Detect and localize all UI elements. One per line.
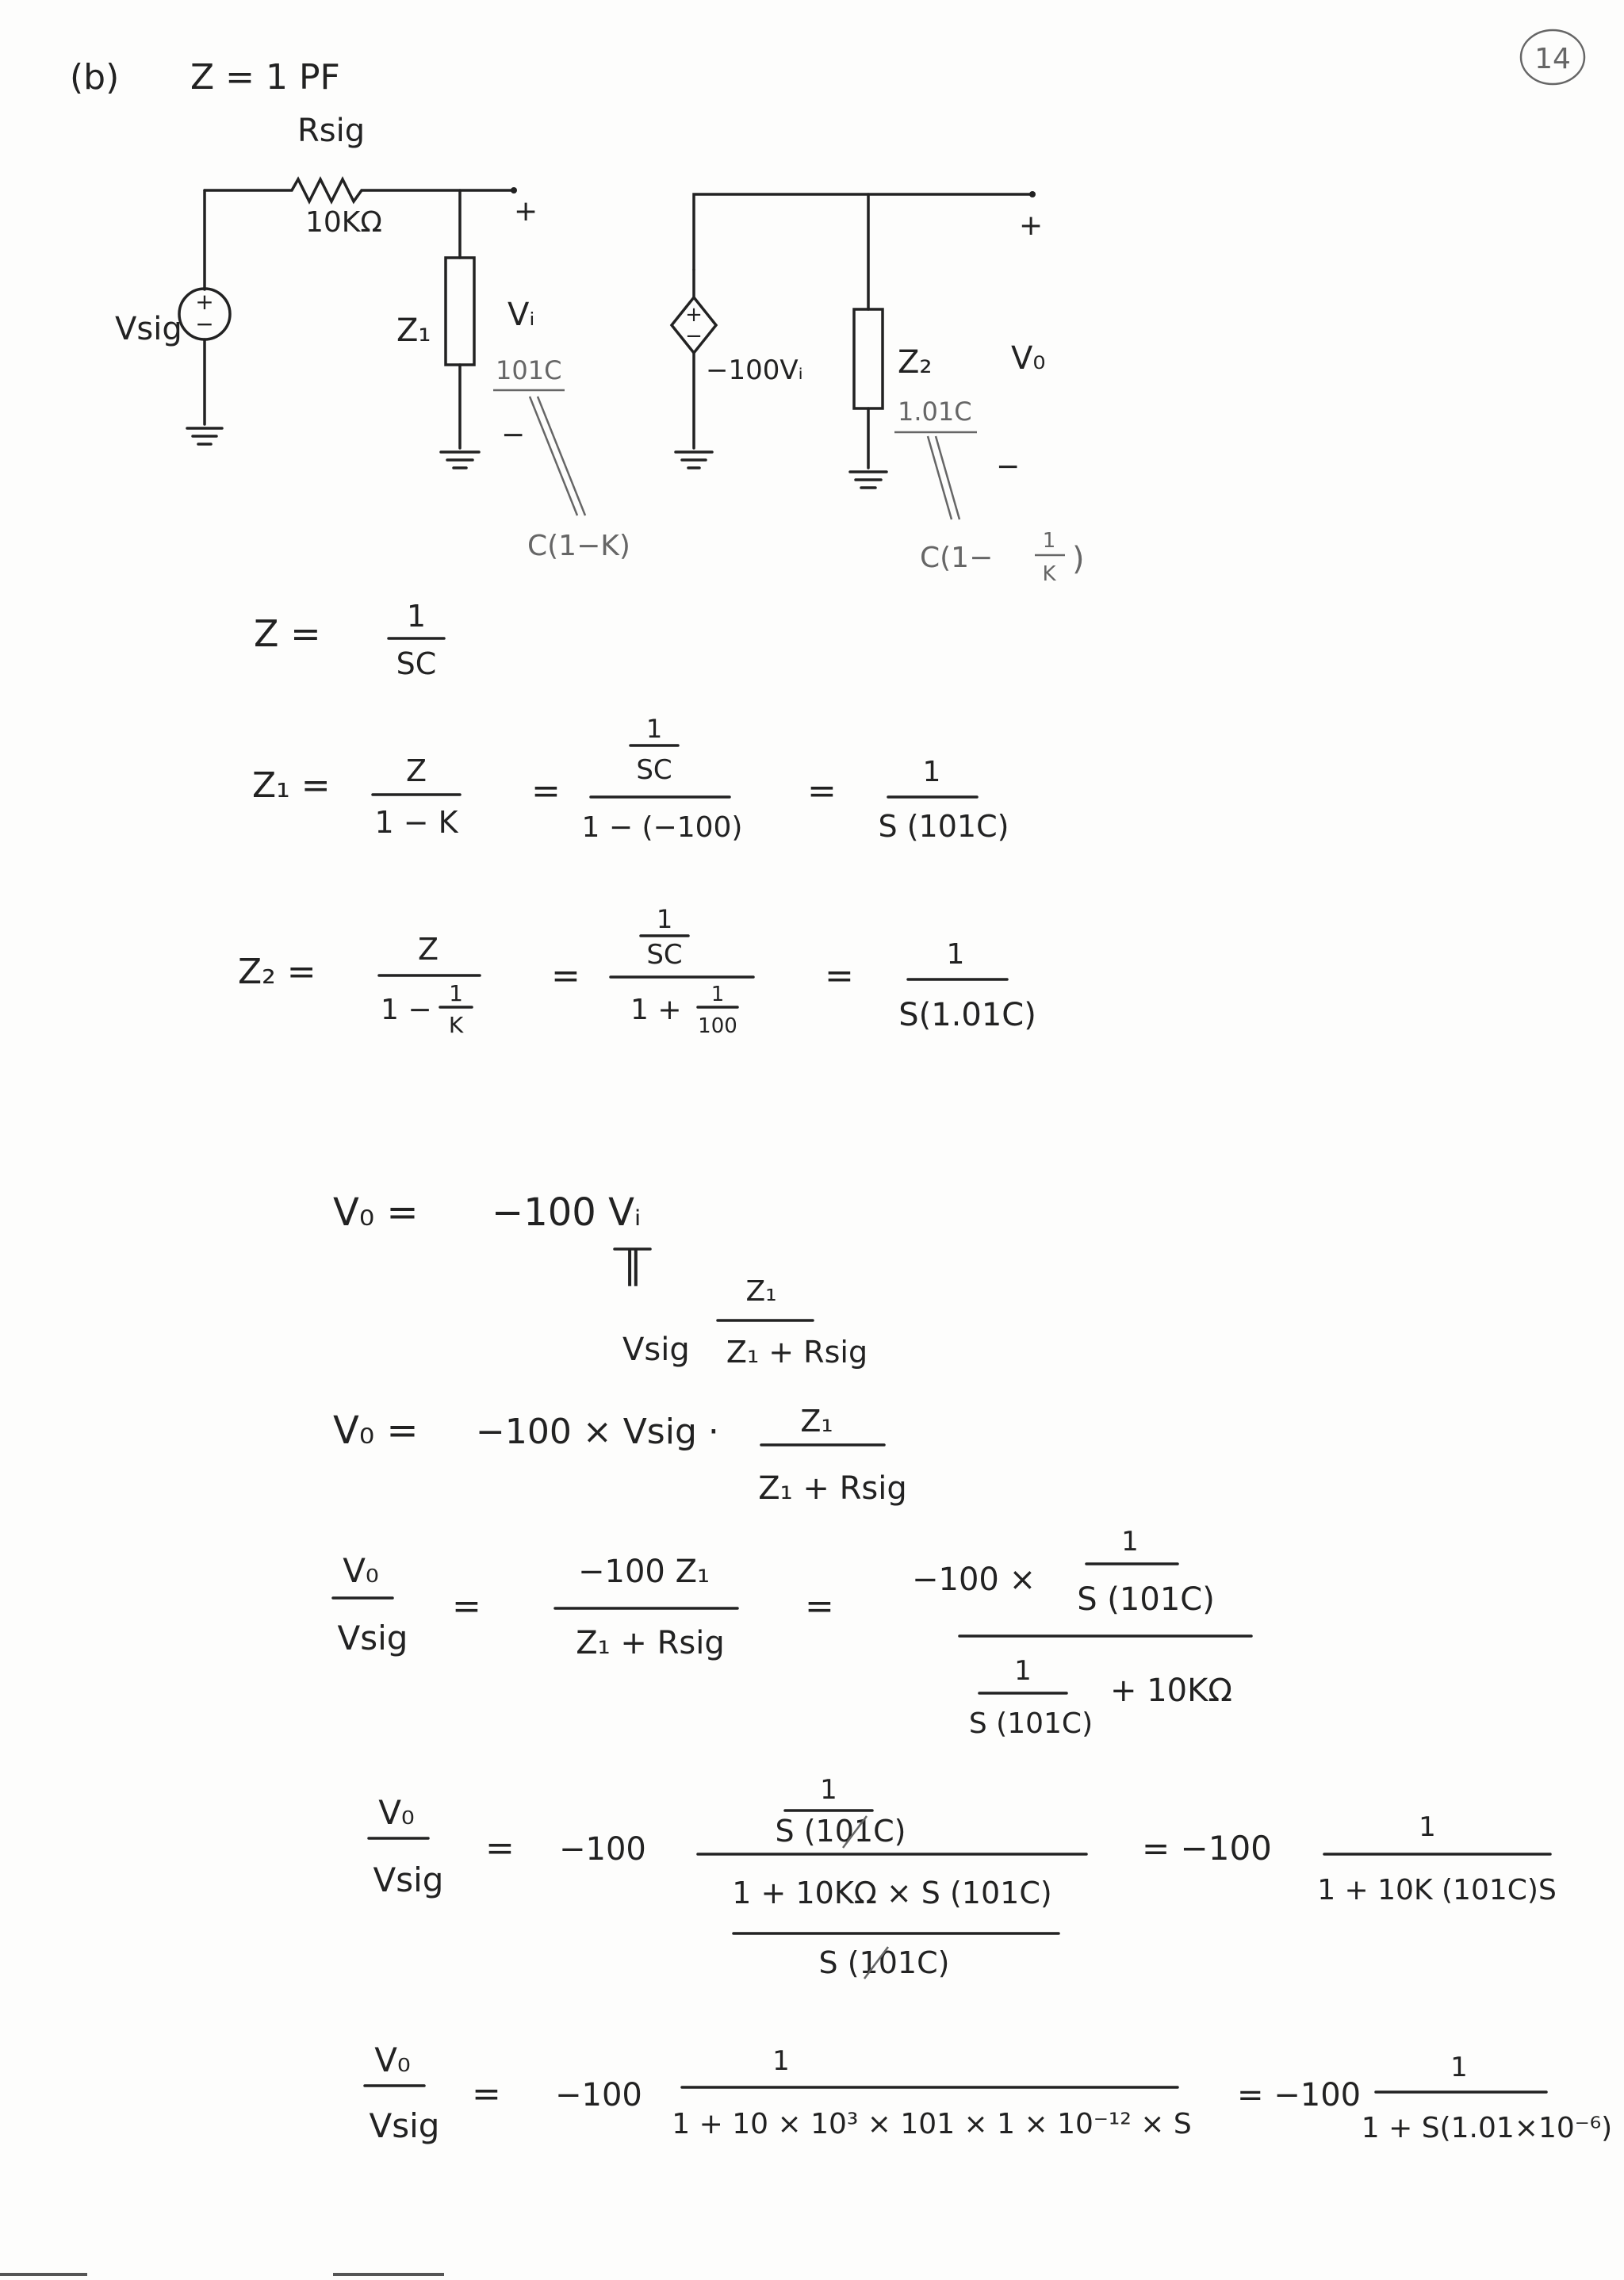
eq-z1-lhs: Z₁ = xyxy=(252,765,331,806)
eq-r3-eq2: = −100 xyxy=(1237,2077,1362,2113)
eq-r1-f2-num-a: −100 × xyxy=(912,1562,1036,1598)
eq-vo2-rhs: −100 × Vsig · xyxy=(476,1412,719,1452)
z2-ground-icon xyxy=(850,472,887,488)
eq-r2-den-top: 1 + 10KΩ × S (101C) xyxy=(732,1876,1052,1910)
eq-vo1-lhs: V₀ = xyxy=(333,1190,419,1235)
eq-z2-f2-numnum: 1 xyxy=(656,904,673,934)
dep-ground-icon xyxy=(676,452,712,468)
vi-label: Vᵢ xyxy=(508,297,535,333)
equation-ratio3 xyxy=(365,2041,1612,2145)
eq-z2-f3-den: S(1.01C) xyxy=(898,997,1036,1033)
eq-z1-eq3: = xyxy=(807,771,837,811)
eq-r1-f1-den: Z₁ + Rsig xyxy=(576,1625,725,1661)
eq-r1-f2-den-den: S (101C) xyxy=(968,1707,1094,1740)
z1-impedance xyxy=(446,258,474,365)
equation-vo1 xyxy=(333,1190,868,1370)
eq-r3-eq1: = xyxy=(472,2074,501,2114)
equation-z1 xyxy=(252,714,1009,844)
eq-r2-r-den: 1 + 10K (101C)S xyxy=(1317,1874,1557,1906)
eq-vo1-equiv: ‖ xyxy=(623,1242,642,1286)
eq-z2-f2-numden: SC xyxy=(646,939,683,971)
eq-r3-r-den: 1 + S(1.01×10⁻⁶) xyxy=(1361,2112,1613,2144)
eq-z2-lhs: Z₂ = xyxy=(238,952,316,992)
z2-equiv-lines xyxy=(928,436,959,519)
z2-impedance xyxy=(854,309,883,408)
eq-z2-f2-den-den: 100 xyxy=(698,1014,737,1038)
eq-z1-f3-num: 1 xyxy=(922,756,941,788)
eq-z2-f1-den-den: K xyxy=(448,1012,464,1038)
eq-z2-f3-num: 1 xyxy=(946,938,965,971)
eq-r1-eq2: = xyxy=(805,1586,834,1627)
eq-r1-lhs-num: V₀ xyxy=(343,1551,379,1590)
equation-vo2 xyxy=(333,1404,907,1507)
vo-minus: − xyxy=(996,450,1021,483)
eq-r3-lhs-den: Vsig xyxy=(369,2106,440,2145)
eq-vo1-sub-prefix: Vsig xyxy=(622,1332,690,1368)
z1-note: C(1−K) xyxy=(527,530,630,562)
eq-vo2-lhs: V₀ = xyxy=(333,1408,419,1453)
eq-r3-r-num: 1 xyxy=(1450,2052,1468,2083)
page-number: 14 xyxy=(1534,43,1571,75)
eq-r3-coef: −100 xyxy=(555,2077,642,2113)
eq-r3-num: 1 xyxy=(772,2045,790,2077)
vi-minus: − xyxy=(501,419,526,451)
equation-ratio2 xyxy=(369,1774,1557,1980)
eq-z1-f2-numden: SC xyxy=(636,754,672,786)
eq-z1-f2-den: 1 − (−100) xyxy=(581,811,743,844)
eq-r1-f2-num-num: 1 xyxy=(1121,1526,1139,1558)
eq-z-num: 1 xyxy=(406,599,427,634)
eq-z2-f1-den-num: 1 xyxy=(449,980,463,1006)
z2-note-suffix: ) xyxy=(1072,541,1085,577)
eq-z-lhs: Z = xyxy=(254,612,321,655)
eq-r1-f1-num: −100 Z₁ xyxy=(577,1554,710,1590)
eq-z2-eq2: = xyxy=(551,956,580,996)
eq-r2-eq1: = xyxy=(485,1828,515,1868)
eq-z2-f1-den-a: 1 − xyxy=(381,994,432,1026)
vsig-label: Vsig xyxy=(115,311,182,347)
z2-label: Z₂ xyxy=(898,344,933,381)
eq-r1-eq1: = xyxy=(452,1586,481,1627)
vo-label: V₀ xyxy=(1011,340,1046,377)
eq-z1-f3-den: S (101C) xyxy=(878,809,1009,844)
vsig-ground-icon xyxy=(187,428,222,444)
z1-equiv-lines xyxy=(530,397,585,515)
eq-r2-eq2: = −100 xyxy=(1142,1829,1272,1868)
z1-value: 101C xyxy=(496,355,562,385)
equation-ratio1 xyxy=(333,1526,1251,1740)
z2-note-num: 1 xyxy=(1042,529,1056,553)
eq-r2-num-den: S (101C) xyxy=(775,1814,906,1849)
vsig-minus: − xyxy=(195,311,214,337)
eq-vo1-sub-den: Z₁ + Rsig xyxy=(726,1335,868,1370)
vi-terminal-dot xyxy=(511,187,517,194)
eq-r2-num-num: 1 xyxy=(820,1774,837,1806)
vsig-plus: + xyxy=(195,289,214,315)
eq-r2-coef: −100 xyxy=(559,1831,646,1868)
eq-vo2-num: Z₁ xyxy=(800,1404,833,1439)
z1-ground-icon xyxy=(441,452,479,468)
eq-z-den: SC xyxy=(396,646,437,681)
output-top-wire xyxy=(694,194,1031,270)
part-label: (b) xyxy=(70,57,120,98)
eq-z2-eq3: = xyxy=(825,956,854,996)
dep-plus: + xyxy=(685,303,703,327)
eq-r1-f2-den-tail: + 10KΩ xyxy=(1110,1673,1232,1709)
equation-z xyxy=(254,599,444,681)
eq-z1-f1-num: Z xyxy=(405,753,427,788)
z1-label: Z₁ xyxy=(396,312,431,349)
vo-plus: + xyxy=(1019,209,1044,242)
z2-value: 1.01C xyxy=(898,397,972,427)
equation-z2 xyxy=(238,904,1036,1038)
eq-z2-f2-den-a: 1 + xyxy=(630,994,682,1026)
eq-r1-f2-num-den: S (101C) xyxy=(1077,1581,1215,1618)
vo-terminal-dot xyxy=(1029,191,1036,197)
rsig-value: 10KΩ xyxy=(305,206,382,239)
vi-plus: + xyxy=(514,195,538,228)
dep-minus: − xyxy=(685,324,703,348)
dep-source-label: −100Vᵢ xyxy=(706,354,803,386)
eq-r1-lhs-den: Vsig xyxy=(337,1619,408,1657)
eq-r2-den-bot: S (101C) xyxy=(818,1945,950,1980)
eq-z2-f1-num: Z xyxy=(417,932,439,967)
eq-z1-f2-numnum: 1 xyxy=(645,714,663,744)
eq-r3-den: 1 + 10 × 10³ × 101 × 1 × 10⁻¹² × S xyxy=(672,2108,1192,2140)
eq-r2-lhs-den: Vsig xyxy=(373,1860,444,1899)
rsig-resistor-wire xyxy=(205,179,511,201)
eq-vo1-sub-num: Z₁ xyxy=(745,1275,777,1308)
eq-vo1-rhs: −100 Vᵢ xyxy=(492,1190,642,1235)
given-value: Z = 1 PF xyxy=(190,57,340,98)
eq-r1-f2-den-num: 1 xyxy=(1014,1655,1032,1687)
eq-r2-lhs-num: V₀ xyxy=(378,1793,415,1832)
output-circuit xyxy=(672,191,1085,586)
eq-z2-f2-den-num: 1 xyxy=(710,983,725,1006)
z2-note-den: K xyxy=(1042,562,1056,586)
eq-z1-eq2: = xyxy=(531,771,561,811)
eq-vo2-den: Z₁ + Rsig xyxy=(758,1470,907,1507)
eq-r2-r-num: 1 xyxy=(1419,1811,1436,1843)
eq-z1-f1-den: 1 − K xyxy=(374,805,458,840)
input-circuit xyxy=(115,113,630,562)
rsig-label: Rsig xyxy=(297,113,366,149)
z2-note-prefix: C(1− xyxy=(920,542,994,574)
eq-r3-lhs-num: V₀ xyxy=(374,2041,411,2079)
